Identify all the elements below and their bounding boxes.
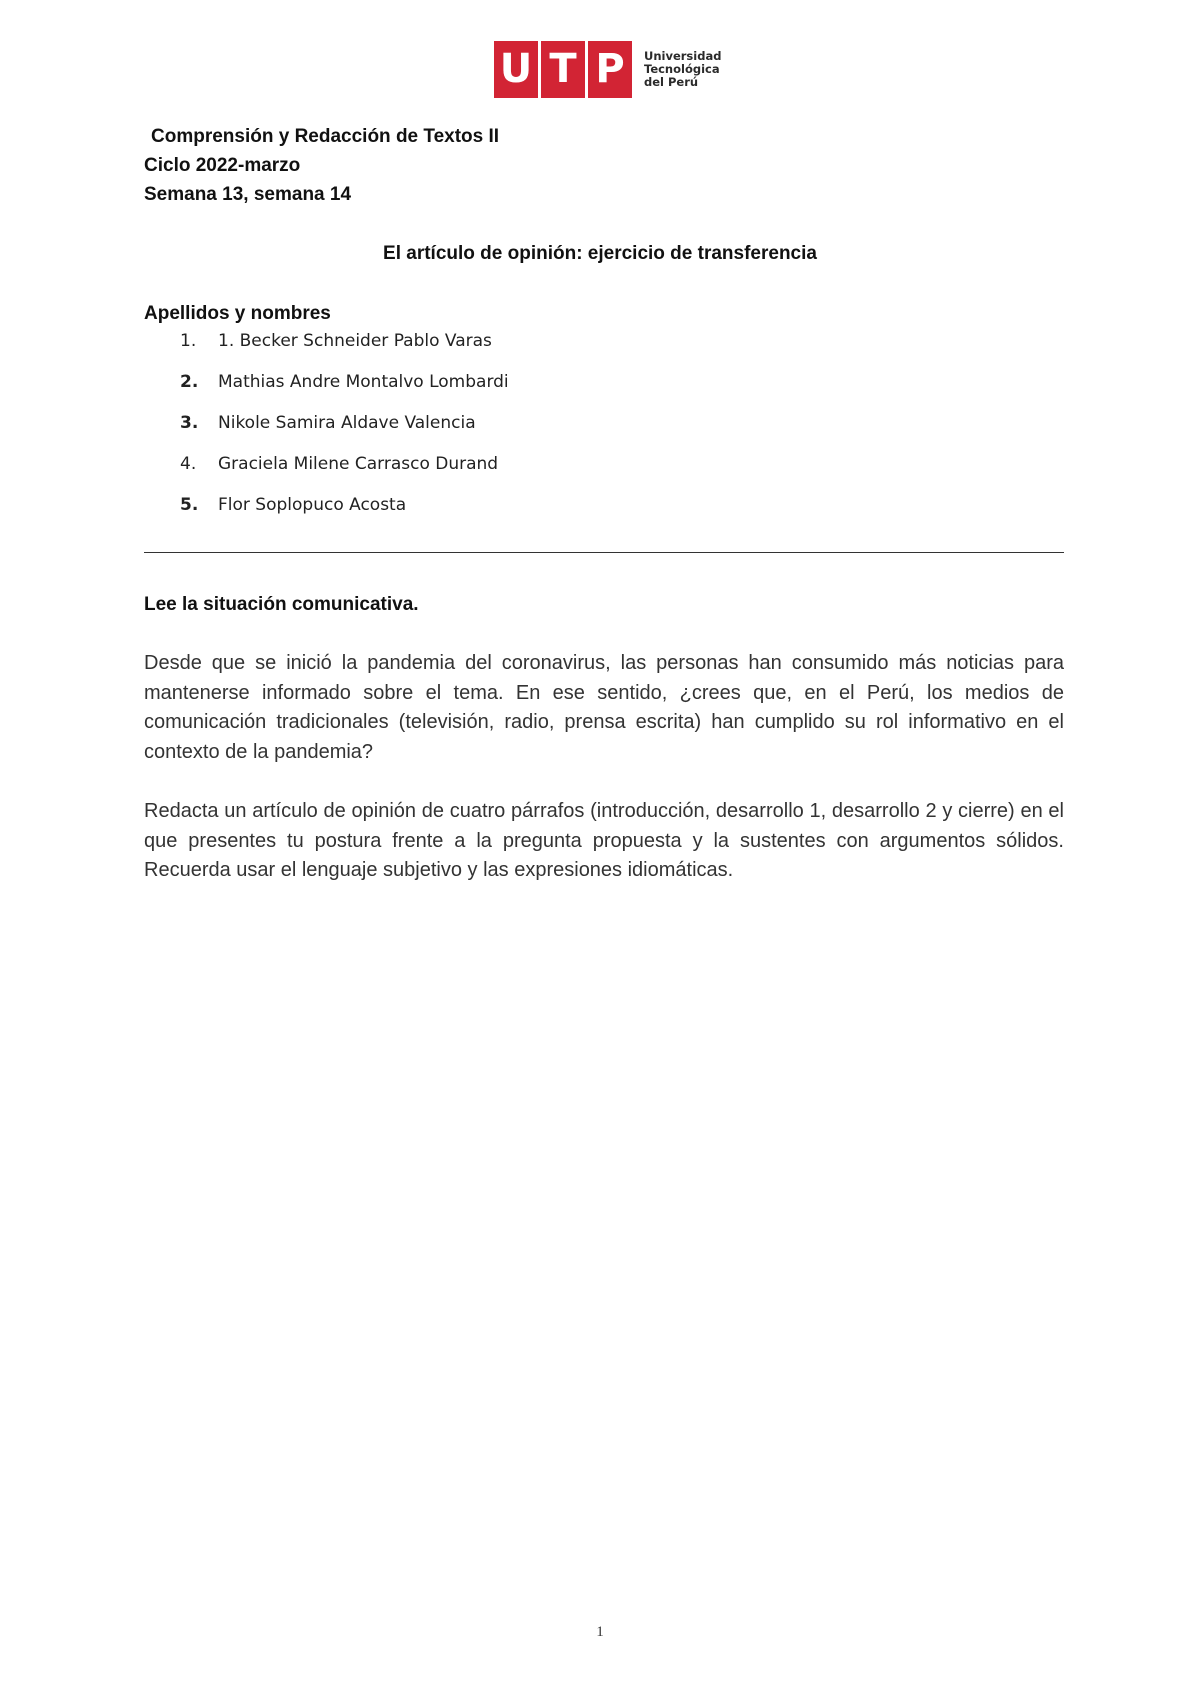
logo-letter-p: P bbox=[588, 41, 632, 98]
task-paragraph: Redacta un artículo de opinión de cuatro párrafos (introducción, desarrollo 1, desarrollo 2 y cierre) en el que presentes tu postura frente a la pregunta propuesta y la sustentes con argumentos sólidos. Recuerda usar el lenguaje subjetivo y las expresiones idiomáticas. bbox=[144, 800, 1064, 881]
utp-logo bbox=[494, 41, 721, 98]
logo-letter-t: T bbox=[541, 41, 585, 98]
list-number: 4. bbox=[180, 454, 197, 474]
student-list bbox=[180, 331, 509, 536]
cycle-label: Ciclo 2022-marzo bbox=[144, 155, 301, 176]
student-name: Nikole Samira Aldave Valencia bbox=[218, 413, 476, 433]
weeks-label: Semana 13, semana 14 bbox=[144, 184, 352, 205]
list-item bbox=[180, 331, 509, 372]
list-number: 3. bbox=[180, 413, 199, 433]
list-item bbox=[180, 413, 509, 454]
logo-line: Universidad bbox=[644, 49, 722, 63]
section-divider bbox=[144, 552, 1064, 553]
list-item bbox=[180, 495, 509, 536]
document-title: El artículo de opinión: ejercicio de transferencia bbox=[383, 243, 817, 264]
logo-university-name bbox=[644, 50, 721, 89]
list-item bbox=[180, 454, 509, 495]
logo-letter-u: U bbox=[494, 41, 538, 98]
list-number: 2. bbox=[180, 372, 199, 392]
student-name: Flor Soplopuco Acosta bbox=[218, 495, 407, 515]
course-name: Comprensión y Redacción de Textos II bbox=[151, 126, 500, 147]
page-number: 1 bbox=[596, 1624, 604, 1640]
student-name: Graciela Milene Carrasco Durand bbox=[218, 454, 499, 474]
instruction-heading: Lee la situación comunicativa. bbox=[144, 594, 419, 615]
list-item bbox=[180, 372, 509, 413]
student-name: Mathias Andre Montalvo Lombardi bbox=[218, 372, 509, 392]
names-heading: Apellidos y nombres bbox=[144, 303, 331, 324]
student-name: 1. Becker Schneider Pablo Varas bbox=[218, 331, 492, 351]
list-number: 5. bbox=[180, 495, 199, 515]
logo-line: del Perú bbox=[644, 75, 699, 89]
logo-line: Tecnológica bbox=[644, 62, 720, 76]
situation-paragraph: Desde que se inició la pandemia del coronavirus, las personas han consumido más noticias para mantenerse informado sobre el tema. En ese sentido, ¿crees que, en el Perú, los medios de comunicación tradicionales (televisión, radio, prensa escrita) han cumplido su rol informativo en el contexto de la pandemia? bbox=[144, 652, 1064, 763]
list-number: 1. bbox=[180, 331, 197, 351]
